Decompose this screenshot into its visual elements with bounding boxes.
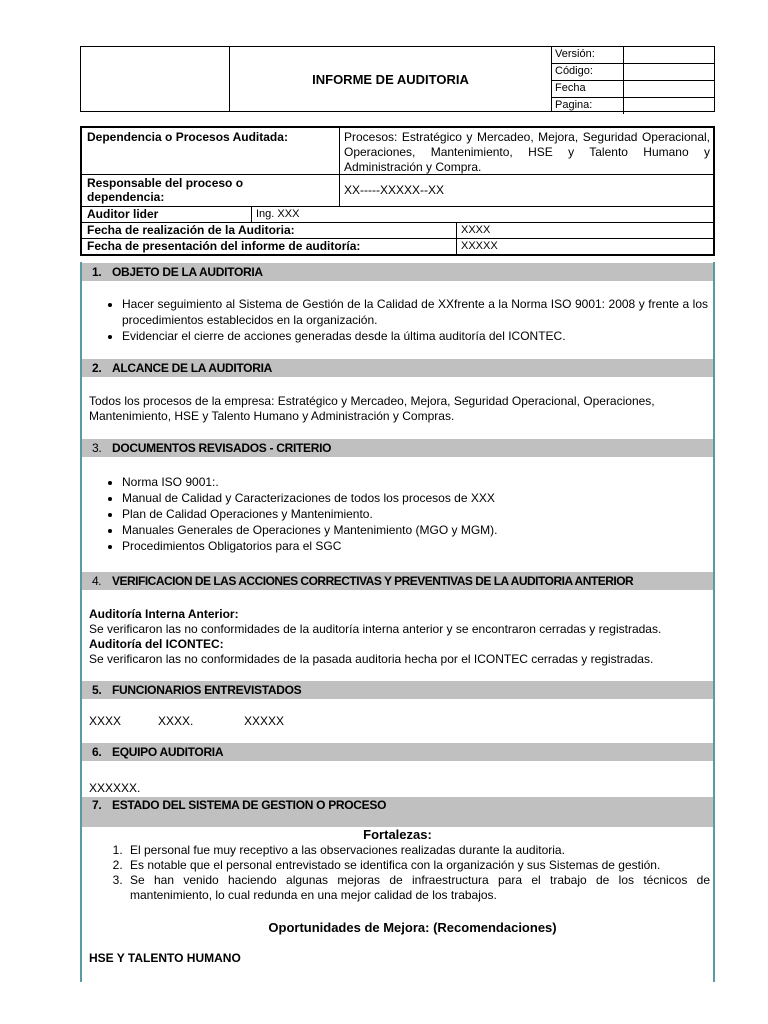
fecha-realizacion-label: Fecha de realización de la Auditoria: (87, 223, 295, 237)
section-heading-alcance (82, 359, 713, 377)
section-title: EQUIPO AUDITORIA (112, 745, 224, 759)
section-heading-verificacion (82, 572, 713, 590)
list-item: • Norma ISO 9001:. (122, 474, 712, 490)
funcionario-name: XXXX (89, 714, 122, 728)
meta-row-fecha (552, 81, 714, 98)
section-heading-estado (82, 797, 713, 827)
section-number: 1. (92, 265, 102, 279)
section-number: 4. (92, 574, 102, 588)
meta-row-pagina (552, 98, 714, 114)
equipo-text: XXXXXX. (89, 781, 141, 795)
icontec-text: Se verificaron las no conformidades de la pasada auditoria hecha por el ICONTEC cerradas y registradas. (89, 652, 654, 666)
funcionario-name: XXXX. (158, 714, 194, 728)
meta-label: Fecha (555, 82, 586, 94)
list-item: 3. Se han venido haciendo algunas mejoras de infraestructura para el trabajo de los técnicos de mantenimiento, lo cual redunda en una mejor calidad de los trabajos. (126, 873, 710, 903)
meta-value (623, 98, 714, 114)
list-item: • Manual de Calidad y Caracterizaciones de todos los procesos de XXX (122, 490, 712, 506)
section-title: ALCANCE DE LA AUDITORIA (112, 361, 272, 375)
fecha-presentacion-value: XXXXX (461, 240, 498, 252)
section-title: FUNCIONARIOS ENTREVISTADOS (112, 683, 302, 697)
section-title: DOCUMENTOS REVISADOS - CRITERIO (112, 441, 332, 455)
audit-info-table (80, 126, 715, 256)
responsable-value: XX-----XXXXX--XX (344, 183, 445, 197)
responsable-label: Responsable del proceso o dependencia: (87, 176, 244, 204)
document-header (80, 46, 715, 112)
section-heading-objeto (82, 263, 713, 281)
info-row-fecha-presentacion (82, 239, 713, 254)
fecha-presentacion-label: Fecha de presentación del informe de auditoría: (87, 239, 361, 253)
fortalezas-list (82, 843, 710, 903)
section-title: OBJETO DE LA AUDITORIA (112, 265, 263, 279)
list-item: • Evidenciar el cierre de acciones generadas desde la última auditoría del ICONTEC. (122, 328, 712, 344)
list-item: • Hacer seguimiento al Sistema de Gestión de la Calidad de XXfrente a la Norma ISO 9001: 2008 y frente a los procedimientos establecidos en la organización. (122, 296, 712, 328)
section-number: 5. (92, 683, 102, 697)
document-meta (552, 47, 714, 114)
icontec-heading: Auditoría del ICONTEC: (89, 637, 224, 651)
list-item: • Plan de Calidad Operaciones y Mantenimiento. (122, 506, 712, 522)
auditor-label: Auditor lider (87, 207, 159, 221)
report-sections (80, 262, 715, 982)
section-number: 6. (92, 745, 102, 759)
meta-label: Versión: (555, 48, 595, 60)
dependencia-value: Procesos: Estratégico y Mercadeo, Mejora, Seguridad Operacional, Operaciones, Mantenimiento, HSE y Talento Humano y Administración y Compra. (344, 130, 710, 174)
meta-value (623, 81, 714, 97)
dependencia-label: Dependencia o Procesos Auditada: (87, 130, 288, 144)
section-title: ESTADO DEL SISTEMA DE GESTION O PROCESO (112, 798, 387, 812)
alcance-text: Todos los procesos de la empresa: Estratégico y Mercadeo, Mejora, Seguridad Operacional, Operaciones, Mantenimiento, HSE y Talento Humano y Administración y Compras. (89, 394, 655, 423)
meta-row-version (552, 47, 714, 64)
logo-cell (81, 47, 230, 111)
list-item: 1. El personal fue muy receptivo a las observaciones realizadas durante la auditoria. (126, 843, 710, 858)
interna-text: Se verificaron las no conformidades de la auditoría interna anterior y se encontraron cerradas y registradas. (89, 622, 662, 636)
info-row-fecha-realizacion (82, 223, 713, 239)
list-item: • Procedimientos Obligatorios para el SGC (122, 538, 712, 554)
list-item: • Manuales Generales de Operaciones y Mantenimiento (MGO y MGM). (122, 522, 712, 538)
section-heading-documentos (82, 439, 713, 457)
meta-row-codigo (552, 64, 714, 81)
info-row-dependencia (82, 128, 713, 175)
document-title: INFORME DE AUDITORIA (230, 47, 552, 111)
meta-value (623, 64, 714, 80)
section-heading-funcionarios (82, 681, 713, 699)
meta-label: Código: (555, 65, 593, 77)
info-row-responsable (82, 175, 713, 207)
meta-value (623, 47, 714, 63)
section-number: 2. (92, 361, 102, 375)
section-heading-equipo (82, 743, 713, 761)
fecha-realizacion-value: XXXX (461, 224, 491, 236)
section-title: VERIFICACION DE LAS ACCIONES CORRECTIVAS Y PREVENTIVAS DE LA AUDITORIA ANTERIOR (112, 574, 634, 588)
oportunidades-heading: Oportunidades de Mejora: (Recomendaciones) (268, 920, 557, 935)
section-number: 3. (92, 441, 102, 455)
hse-heading: HSE Y TALENTO HUMANO (89, 951, 241, 965)
section-number: 7. (92, 798, 102, 812)
fortalezas-heading: Fortalezas: (363, 827, 432, 842)
interna-heading: Auditoría Interna Anterior: (89, 607, 239, 621)
list-item: 2. Es notable que el personal entrevistado se identifica con la organización y sus Sistemas de gestión. (126, 858, 710, 873)
documentos-list (82, 474, 712, 554)
objeto-list (82, 296, 712, 344)
meta-label: Pagina: (555, 99, 593, 111)
auditor-value: Ing. XXX (256, 208, 300, 220)
funcionario-name: XXXXX (244, 714, 285, 728)
info-row-auditor (82, 207, 713, 223)
